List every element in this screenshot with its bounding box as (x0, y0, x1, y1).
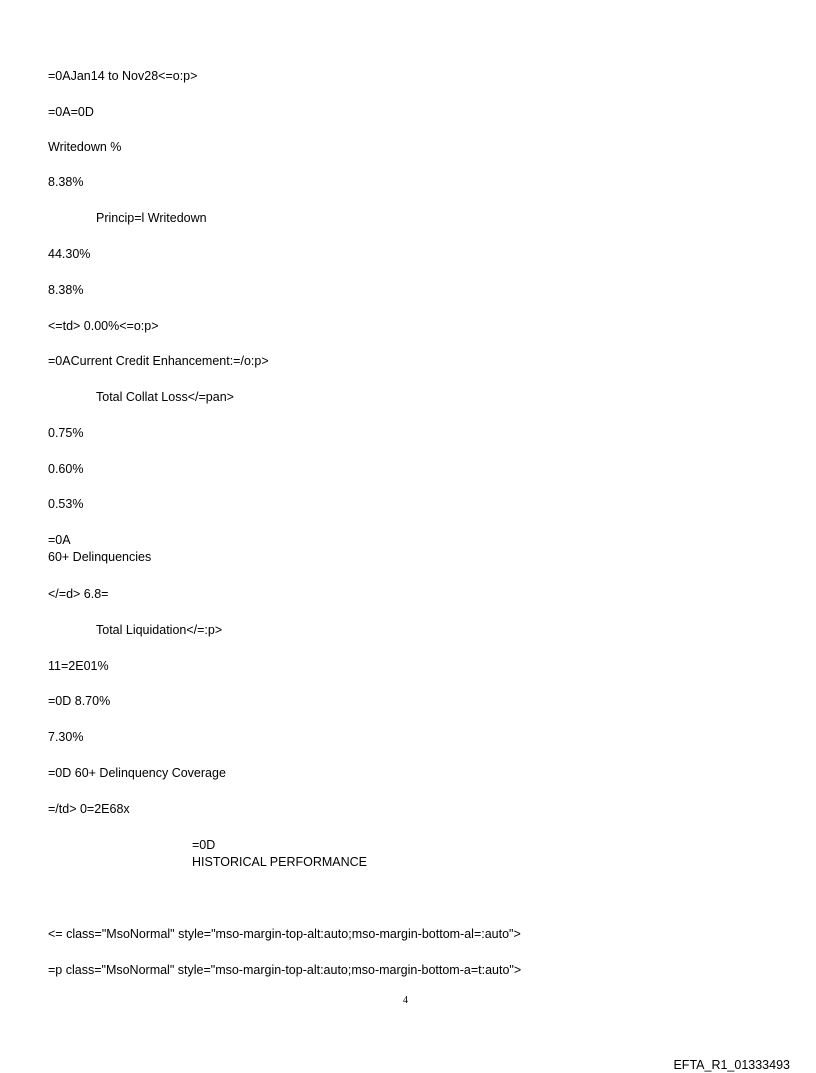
text-line-total-collat-loss: Total Collat Loss</=pan> (96, 390, 234, 404)
text-line-encoded-break: =0A (48, 533, 71, 547)
text-line-value: 8.38% (48, 283, 84, 297)
text-line-date-range: =0AJan14 to Nov28<=o:p> (48, 69, 198, 83)
text-line-markup-fragment: =p class="MsoNormal" style="mso-margin-top-alt:auto;mso-margin-bottom-a=t:auto"> (48, 963, 522, 977)
text-line-total-liquidation: Total Liquidation</=:p> (96, 623, 223, 637)
section-heading-historical-performance: HISTORICAL PERFORMANCE (192, 855, 368, 869)
text-line-writedown-value: 8.38% (48, 175, 84, 189)
text-line-encoded-break: =0A=0D (48, 105, 94, 119)
text-line-value: 0.75% (48, 426, 84, 440)
text-line-writedown-label: Writedown % (48, 140, 122, 154)
text-line-markup-fragment: <= class="MsoNormal" style="mso-margin-top-alt:auto;mso-margin-bottom-al=:auto"> (48, 927, 521, 941)
text-line-value: 11=2E01% (48, 659, 109, 673)
text-line-encoded-break: =0D (192, 838, 216, 852)
text-line-delinquencies: 60+ Delinquencies (48, 550, 152, 564)
document-id: EFTA_R1_01333493 (673, 1058, 790, 1072)
text-line-value: </=d> 6.8= (48, 587, 109, 601)
text-line-delinquency-coverage: =0D 60+ Delinquency Coverage (48, 766, 226, 780)
text-line-value: =/td> 0=2E68x (48, 802, 130, 816)
text-line-value: <=td> 0.00%<=o:p> (48, 319, 159, 333)
text-line-value: 7.30% (48, 730, 84, 744)
text-line-value: 0.53% (48, 497, 84, 511)
text-line-principal-writedown: Princip=l Writedown (96, 211, 207, 225)
text-line-value: =0D 8.70% (48, 694, 111, 708)
text-line-value: 0.60% (48, 462, 84, 476)
text-line-value: 44.30% (48, 247, 91, 261)
page-number: 4 (403, 995, 408, 1006)
text-line-credit-enhancement: =0ACurrent Credit Enhancement:=/o:p> (48, 354, 269, 368)
